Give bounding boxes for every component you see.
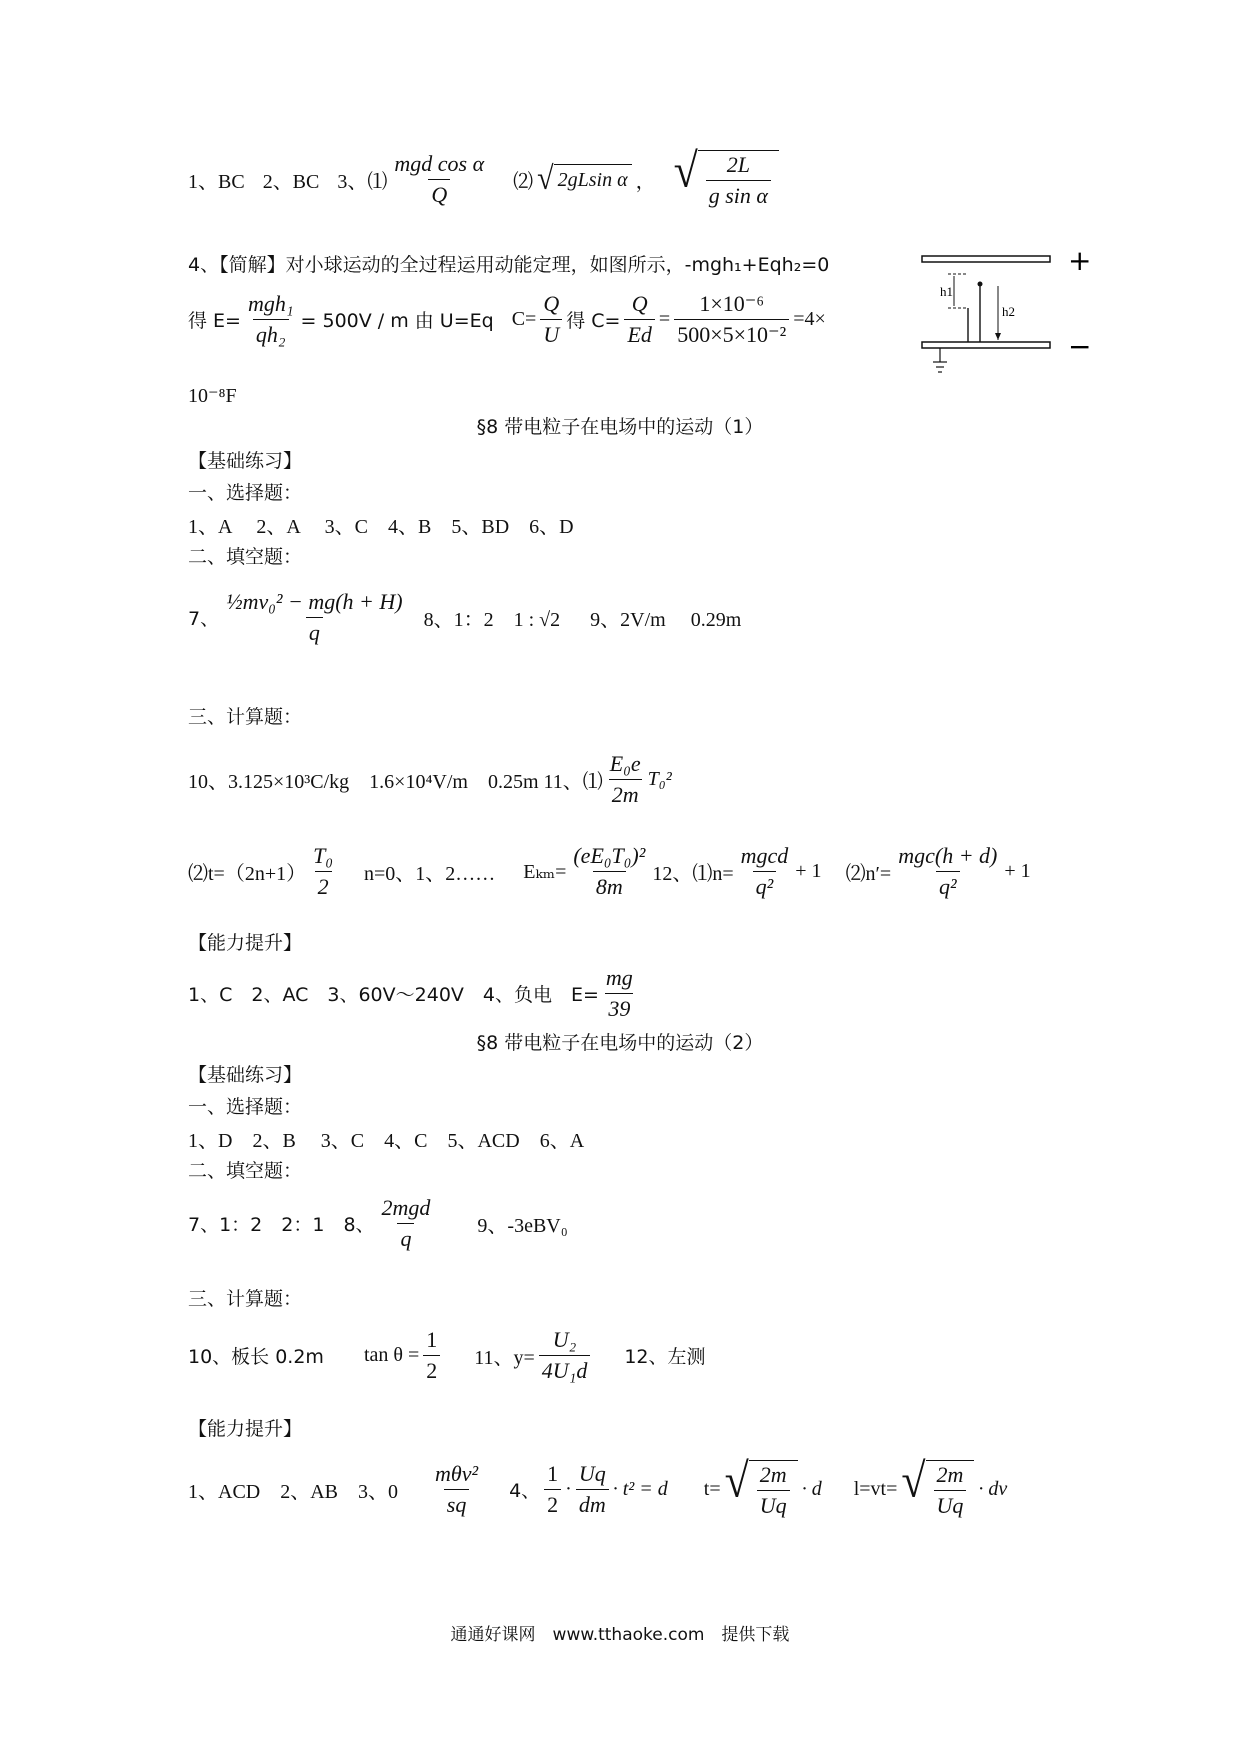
section-1-q11-fraction: $\frac{\text{E₀e}}{2m}$: [609, 751, 641, 808]
section-2-choice-answers: 1、D 2、B 3、C 4、C 5、ACD 6、A: [188, 1130, 585, 1152]
h2-label: h2: [1002, 304, 1015, 319]
h1-label: h1: [940, 284, 953, 299]
section-1-q11b-fraction: $\frac{\text{T₀}}{2}$: [313, 843, 334, 900]
section-2-ability-answers: 1、ACD 2、AB 3、0 $\frac{\text{mθv²}}{sq}$ 4、 $\frac{1}{2}$ · $\frac{Uq}{dm}$ · t² = d t= √ $\frac{2m}{Uq}$ · d l=vt= √ $\frac{2m}{Uq}$ · dv: [188, 1453, 1008, 1519]
section-2-sqrt-1: √ $\frac{2m}{Uq}$: [725, 1460, 798, 1518]
q3-comma: ，: [635, 170, 656, 193]
section-2-sqrt-2: √ $\frac{2m}{Uq}$: [901, 1460, 974, 1518]
section-2-q8-fraction: $\frac{\text{2mgd}}{q}$: [381, 1195, 431, 1252]
section-1-fill-head: 二、填空题：: [188, 546, 303, 568]
section-1-q12-fraction-1: $\frac{mgcd}{\text{q²}}$: [740, 843, 789, 900]
bottom-plate: [922, 342, 1050, 348]
section-1-ability-answers: 1、C 2、AC 3、60V～240V 4、负电 E= $\frac{mg}{39}$: [188, 966, 640, 1021]
top-plate: [922, 256, 1050, 262]
section-1-q12-fraction-2: $\frac{\text{mgc(h + d)}}{\text{q²}}$: [898, 843, 998, 900]
q4-fraction-3: $\frac{Q}{Ed}$: [624, 292, 654, 347]
q1-answer: 1、BC: [188, 170, 245, 193]
section-2-tan-fraction: $\frac{1}{2}$: [423, 1328, 440, 1383]
minus-sign: −: [1068, 330, 1092, 363]
capacitor-svg: [918, 248, 1098, 380]
section-2-calc-head: 三、计算题：: [188, 1288, 303, 1310]
ball: [978, 282, 983, 287]
section-2-title: §8 带电粒子在电场中的运动（2）: [476, 1032, 764, 1054]
page-footer: 通通好课网 www.tthaoke.com 提供下载: [450, 1625, 790, 1645]
q2-answer: 2、BC: [262, 170, 320, 193]
section-1-ability-head: 【能力提升】: [188, 932, 303, 954]
section-1-ekm-fraction: $\frac{\text{(eE₀T₀)²}}{8m}$: [573, 843, 646, 900]
section-2-ability-fraction-2: $\frac{Uq}{dm}$: [576, 1462, 609, 1517]
section-1-q7-q9: 7、 $\frac{\text{½mv₀² − mg(h + H)}}{q}$ 8、1：2 1 : √2 9、2V/m 0.29m: [188, 589, 742, 646]
q4-line3: 10⁻⁸F: [188, 385, 237, 407]
section-2-q7-q9: 7、1：2 2：1 8、 $\frac{\text{2mgd}}{q}$ 9、-3eBV₀: [188, 1195, 568, 1252]
q4-fraction-2: $\frac{Q}{U}$: [540, 292, 562, 347]
section-1-choice-answers: 1、A 2、A 3、C 4、B 5、BD 6、D: [188, 516, 574, 538]
section-1-calc-head: 三、计算题：: [188, 706, 303, 728]
answer-line-q1-q3: [188, 143, 783, 209]
h2-arrow-head: [995, 333, 1001, 340]
section-2-q10-q12: 10、板长 0.2m tan θ = $\frac{1}{2}$ 11、y= $\frac{\text{U₂}}{\text{4U₁d}}$ 12、左测: [188, 1327, 706, 1384]
section-1-choice-head: 一、选择题：: [188, 482, 303, 504]
section-2-ability-fraction-1: $\frac{\text{mθv²}}{sq}$: [435, 1460, 479, 1517]
q3-part2-label: ⑵: [513, 170, 534, 193]
section-2-basic-head: 【基础练习】: [188, 1064, 303, 1086]
section-1-q7-fraction: $\frac{\text{½mv₀² − mg(h + H)}}{q}$: [226, 589, 403, 646]
section-1-ability-fraction: $\frac{mg}{39}$: [605, 965, 633, 1022]
section-1-title: §8 带电粒子在电场中的运动（1）: [476, 416, 764, 438]
capacitor-diagram: [918, 248, 1098, 380]
q3-fraction-1: $\frac{\text{mgd cos α}}{Q}$: [394, 150, 485, 207]
section-2-choice-head: 一、选择题：: [188, 1096, 303, 1118]
section-2-ability-head: 【能力提升】: [188, 1418, 303, 1440]
section-2-q11-fraction: $\frac{\text{U₂}}{\text{4U₁d}}$: [539, 1328, 591, 1383]
section-2-fill-head: 二、填空题：: [188, 1160, 303, 1182]
q4-fraction-1: $\frac{\text{mgh₁}}{\text{qh₂}}$: [247, 291, 294, 348]
plus-sign: +: [1068, 248, 1092, 277]
section-2-ability-half: $\frac{1}{2}$: [544, 1462, 561, 1517]
q4-line2: 得 E= $\frac{\text{mgh₁}}{\text{qh₂}}$ = 500V / m 由 U=Eq C= $\frac{Q}{U}$ 得 C= $\frac{Q}{Ed}$ = $\frac{\text{1×10⁻⁶}}{\text{500×5×10⁻²}}$ =4×: [188, 291, 826, 348]
section-1-q11b-q12: ⑵t=（2n+1） $\frac{\text{T₀}}{2}$ n=0、1、2…… Eₖₘ= $\frac{\text{(eE₀T₀)²}}{8m}$ 12、⑴n= $\frac{mgcd}{\text{q²}}$ + 1 ⑵n′= $\frac{\text{mgc(h + d)}}{\text{q²}}$ + 1: [188, 843, 1031, 900]
section-1-basic-head: 【基础练习】: [188, 450, 303, 472]
section-1-q10-q11: 10、3.125×10³C/kg 1.6×10⁴V/m 0.25m 11、⑴ $\frac{\text{E₀e}}{2m}$ T₀²: [188, 751, 672, 808]
q4-fraction-4: $\frac{\text{1×10⁻⁶}}{\text{500×5×10⁻²}}$: [674, 292, 789, 347]
q3-label: 3、⑴: [337, 170, 388, 193]
q3-sqrt-2: √ $\frac{2L}{\text{g sin α}}$: [674, 150, 779, 208]
q4-intro: 4、【简解】对小球运动的全过程运用动能定理，如图所示，-mgh₁+Eqh₂=0: [188, 254, 830, 276]
q3-sqrt-1: √ 2gLsin α: [537, 164, 631, 194]
